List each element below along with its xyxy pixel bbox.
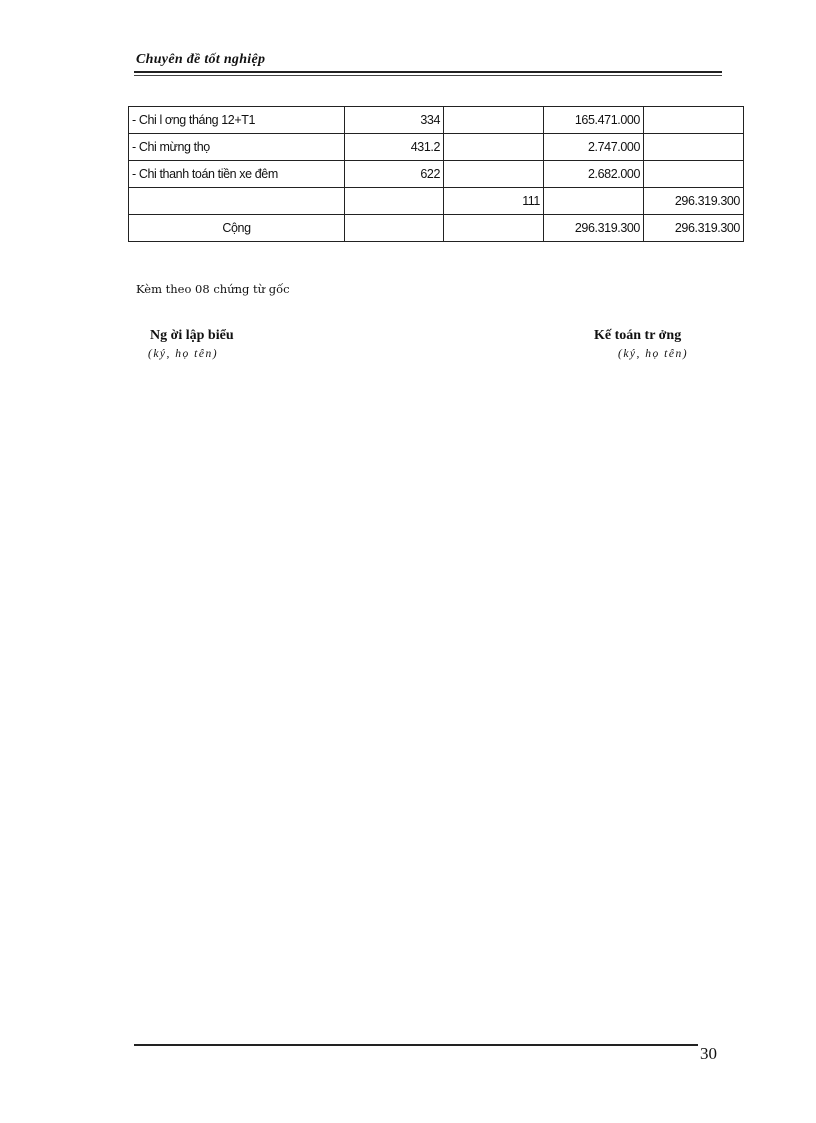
header-divider-thin — [134, 75, 722, 76]
cell-credit-account — [444, 215, 544, 242]
cell-debit-amount: 296.319.300 — [544, 215, 644, 242]
preparer-title: Ng ời lập biểu — [150, 328, 234, 343]
cell-total-label: Cộng — [129, 215, 345, 242]
cell-debit-account — [345, 215, 444, 242]
cell-description: - Chi l ơng tháng 12+T1 — [129, 107, 345, 134]
document-header-title: Chuyên đề tốt nghiệp — [136, 52, 266, 67]
chief-accountant-title: Kế toán tr ởng — [594, 328, 682, 343]
cell-credit-amount — [644, 107, 744, 134]
page-number: 30 — [700, 1044, 717, 1063]
cell-credit-amount: 296.319.300 — [644, 188, 744, 215]
cell-credit-account — [444, 134, 544, 161]
cell-description: - Chi thanh toán tiền xe đêm — [129, 161, 345, 188]
preparer-signature-block — [150, 328, 234, 360]
attachment-note: Kèm theo 08 chứng từ gốc — [136, 282, 290, 296]
footer-divider — [134, 1044, 698, 1046]
cell-debit-account: 334 — [345, 107, 444, 134]
cell-description — [129, 188, 345, 215]
cell-credit-account — [444, 107, 544, 134]
cell-credit-amount: 296.319.300 — [644, 215, 744, 242]
cell-debit-account: 431.2 — [345, 134, 444, 161]
cell-debit-amount — [544, 188, 644, 215]
table-row — [129, 107, 744, 134]
chief-accountant-note: (ký, họ tên) — [618, 348, 689, 360]
cell-debit-account: 622 — [345, 161, 444, 188]
cell-credit-amount — [644, 161, 744, 188]
preparer-note: (ký, họ tên) — [148, 348, 219, 360]
chief-accountant-signature-block — [594, 328, 688, 360]
table-total-row — [129, 215, 744, 242]
table-row — [129, 161, 744, 188]
cell-debit-amount: 2.682.000 — [544, 161, 644, 188]
cell-credit-account — [444, 161, 544, 188]
cell-debit-amount: 165.471.000 — [544, 107, 644, 134]
cell-debit-amount: 2.747.000 — [544, 134, 644, 161]
table-row — [129, 188, 744, 215]
cell-debit-account — [345, 188, 444, 215]
header-divider — [134, 71, 722, 73]
cell-description: - Chi mừng thọ — [129, 134, 345, 161]
cell-credit-amount — [644, 134, 744, 161]
cell-credit-account: 111 — [444, 188, 544, 215]
ledger-table — [128, 106, 744, 242]
table-row — [129, 134, 744, 161]
